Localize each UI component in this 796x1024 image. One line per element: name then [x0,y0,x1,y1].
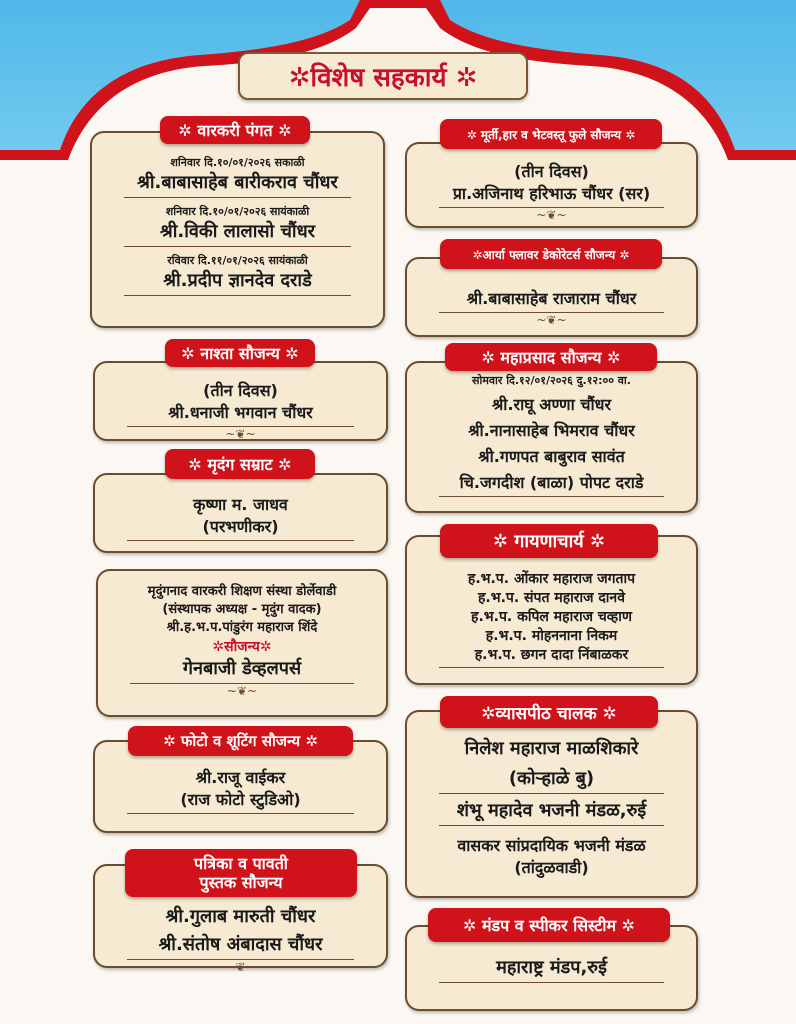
divider [439,793,664,794]
murti-card [405,142,698,228]
vyas-card [405,710,698,898]
mahaprasad-line-4: चि.जगदीश (बाळा) पोपट दराडे [459,473,644,492]
mrudang-line-2: (परभणीकर) [202,517,279,536]
warkari-date-3: रविवार दि.११/०१/२०२६ सायंकाळी [167,254,308,267]
nashta-card [93,361,388,441]
vyas-line-4: वासकर सांप्रदायिक भजनी मंडळ [457,836,646,855]
warkari-card [90,131,385,328]
warkari-name-3: श्री.प्रदीप ज्ञानदेव दराडे [163,270,312,291]
warkari-tag: ✲ वारकरी पंगत ✲ [160,116,310,144]
photo-line-2: (राज फोटो स्टुडिओ) [180,790,301,809]
mahaprasad-line-2: श्री.नानासाहेब भिमराव चौंधर [468,421,635,440]
mahaprasad-card [405,361,698,513]
gayan-line-4: ह.भ.प. मोहननाना निकम [485,628,618,644]
aarya-line-1: श्री.बाबासाहेब राजाराम चौंधर [466,289,637,308]
nashta-tag: ✲ नाश्ता सौजन्य ✲ [165,339,315,367]
gayan-line-5: ह.भ.प. छगन दादा निंबाळकर [474,647,629,663]
sanstha-line-2: (संस्थापक अध्यक्ष - मृदुंग वादक) [162,602,322,617]
mahaprasad-line-1: श्री.राघू अण्णा चौंधर [491,395,612,414]
nashta-line-1: (तीन दिवस) [203,381,278,400]
gayan-line-2: ह.भ.प. संपत महाराज दानवे [478,590,625,606]
gayan-tag: ✲ गायणाचार्य ✲ [440,524,658,558]
warkari-date-2: शनिवार दि.१०/०१/२०२६ सायंकाळी [165,205,310,218]
photo-tag: ✲ फोटो व शूटिंग सौजन्य ✲ [128,726,353,756]
divider [439,496,664,497]
murti-line-2: प्रा.अजिनाथ हरिभाऊ चौंधर (सर) [452,184,651,203]
warkari-date-1: शनिवार दि.१०/०१/२०२६ सकाळी [170,156,305,169]
divider [439,982,664,983]
sanstha-line-3: श्री.ह.भ.प.पांडुरंग महाराज शिंदे [166,620,318,635]
patrika-tag [125,849,357,897]
ornament-icon: ~❦~ [226,684,258,698]
page-title: ✲विशेष सहकार्य ✲ [238,52,528,100]
vyas-line-3: शंभू महादेव भजनी मंडळ,रुई [456,800,647,821]
patrika-line-2: श्री.संतोष अंबादास चौंधर [158,934,323,955]
patrika-tag-line-2: पुस्तक सौजन्य [199,873,283,892]
mahaprasad-tag: ✲ महाप्रसाद सौजन्य ✲ [445,343,657,371]
vyas-line-2: (कोऱ्हाळे बु) [508,768,595,789]
divider [127,540,354,541]
mahaprasad-line-3: श्री.गणपत बाबुराव सावंत [478,447,625,466]
divider [124,197,351,198]
divider [127,813,354,814]
aarya-tag: ✲आर्या फ्लावर डेकोरेटर्स सौजन्य ✲ [440,239,662,269]
gayan-line-3: ह.भ.प. कपिल महाराज चव्हाण [471,609,632,625]
ornament-icon: ~❦~ [536,208,567,222]
divider [124,246,351,247]
murti-line-1: (तीन दिवस) [514,162,589,181]
warkari-name-1: श्री.बाबासाहेब बारीकराव चौंधर [137,172,338,193]
ornament-icon: ~❦~ [536,313,567,327]
mandap-line-1: महाराष्ट्र मंडप,रुई [496,957,607,978]
warkari-name-2: श्री.विकी लालासो चौंधर [159,221,316,242]
sanstha-line-1: मृदुंगनाद वारकरी शिक्षण संस्था डोर्लेवाडी [147,584,337,599]
ornament-icon: ~❦~ [225,427,256,441]
nashta-line-2: श्री.धनाजी भगवान चौंधर [168,403,313,422]
vyas-tag: ✲व्यासपीठ चालक ✲ [440,696,658,728]
mrudang-card [93,473,388,553]
sanstha-card [96,569,388,717]
sanstha-line-4: गेनबाजी डेव्हलपर्स [182,658,302,679]
divider [439,667,664,668]
mahaprasad-date: सोमवार दि.१२/०१/२०२६ दु.१२:०० वा. [472,374,631,387]
saujanya-label: ✲सौजन्य✲ [212,639,272,655]
mrudang-line-1: कृष्णा म. जाधव [193,495,288,514]
photo-line-1: श्री.राजू वाईकर [195,768,286,787]
mrudang-tag: ✲ मृदंग सम्राट ✲ [165,449,315,479]
patrika-tag-line-1: पत्रिका व पावती [194,854,288,873]
vyas-line-5: (तांदुळवाडी) [514,858,589,877]
patrika-line-1: श्री.गुलाब मारुती चौंधर [165,906,316,927]
murti-tag: ✲ मूर्ती,हार व भेटवस्तू फुले सौजन्य ✲ [440,119,662,149]
gayan-line-1: ह.भ.प. ओंकार महाराज जगताप [467,571,636,587]
divider [124,295,351,296]
ornament-icon: ~❦~ [225,960,256,974]
aarya-card [405,257,698,337]
mandap-tag: ✲ मंडप व स्पीकर सिस्टीम ✲ [428,908,670,942]
vyas-line-1: निलेश महाराज माळशिकारे [464,738,639,759]
divider [439,825,664,826]
